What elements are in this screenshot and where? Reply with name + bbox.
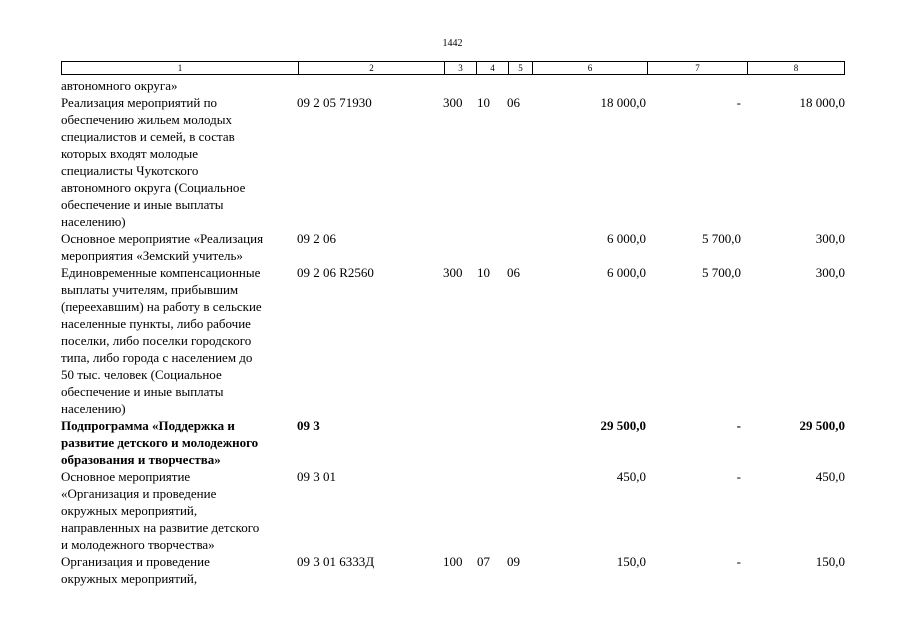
row-col-6: 6 000,0 <box>607 231 646 246</box>
row-name-line: Основное мероприятие «Реализация <box>61 231 264 246</box>
row-name-line: обеспечению жильем молодых <box>61 112 233 127</box>
header-col-1: 1 <box>177 63 183 73</box>
row-name-line: типа, либо города с населением до <box>61 350 253 365</box>
row-name-line: специалисты Чукотского <box>61 163 199 178</box>
row-name-line: автономного округа (Социальное <box>61 180 246 195</box>
row-col-8: 150,0 <box>815 554 845 569</box>
table-row <box>61 264 845 417</box>
row-name-line: автономного округа» <box>61 78 178 93</box>
row-col-7: - <box>736 554 741 569</box>
header-col-5: 5 <box>508 62 532 74</box>
row-col-8: 300,0 <box>815 265 845 280</box>
row-col-6: 18 000,0 <box>600 95 646 110</box>
row-col-7: 5 700,0 <box>702 231 741 246</box>
row-code: 09 2 06 <box>297 231 336 246</box>
row-name-line: населению) <box>61 401 126 416</box>
row-name-line: населенные пункты, либо рабочие <box>61 316 251 331</box>
row-name-line: (переехавшим) на работу в сельские <box>61 299 262 314</box>
row-name-line: Подпрограмма «Поддержка и <box>61 418 235 433</box>
header-col-2: 2 <box>298 62 444 74</box>
row-col-7: - <box>736 95 741 110</box>
row-name <box>61 230 297 264</box>
row-name-line: «Организация и проведение <box>61 486 217 501</box>
row-col-5: 06 <box>507 95 520 110</box>
row-name-line: обеспечение и иные выплаты <box>61 197 224 212</box>
row-name <box>61 94 297 230</box>
row-col-7: - <box>736 418 741 433</box>
row-col-6: 6 000,0 <box>607 265 646 280</box>
row-name-line: образования и творчества» <box>61 452 221 467</box>
row-code: 09 3 01 6333Д <box>297 554 375 569</box>
row-name-line: Единовременные компенсационные <box>61 265 261 280</box>
row-name-line: Основное мероприятие <box>61 469 191 484</box>
row-name-line: поселки, либо поселки городского <box>61 333 252 348</box>
row-col-5: 09 <box>507 554 520 569</box>
header-col-6: 6 <box>532 62 647 74</box>
row-col-6: 450,0 <box>616 469 646 484</box>
row-name <box>61 417 297 468</box>
row-col-4: 10 <box>477 265 490 280</box>
header-col-8: 8 <box>747 62 844 74</box>
row-name <box>61 77 297 94</box>
row-col-6: 150,0 <box>616 554 646 569</box>
row-name-line: Организация и проведение <box>61 554 210 569</box>
row-col-8: 29 500,0 <box>799 418 845 433</box>
row-col-7: 5 700,0 <box>702 265 741 280</box>
table-row <box>61 417 845 468</box>
row-name-line: окружных мероприятий, <box>61 503 198 518</box>
row-code: 09 2 06 R2560 <box>297 265 374 280</box>
row-col-8: 450,0 <box>815 469 845 484</box>
row-col-3: 300 <box>443 95 463 110</box>
header-col-4: 4 <box>476 62 508 74</box>
row-name-line: обеспечение и иные выплаты <box>61 384 224 399</box>
table-row <box>61 468 845 553</box>
row-name-line: выплаты учителям, прибывшим <box>61 282 239 297</box>
row-col-3: 100 <box>443 554 463 569</box>
row-name-line: которых входят молодые <box>61 146 199 161</box>
row-name <box>61 264 297 417</box>
row-col-4: 07 <box>477 554 490 569</box>
row-name-line: специалистов и семей, в состав <box>61 129 235 144</box>
row-code: 09 3 01 <box>297 469 336 484</box>
table-row <box>61 230 845 264</box>
row-code: 09 3 <box>297 418 320 433</box>
row-col-4: 10 <box>477 95 490 110</box>
row-code: 09 2 05 71930 <box>297 95 372 110</box>
row-name-line: и молодежного творчества» <box>61 537 215 552</box>
table-body <box>61 77 845 587</box>
row-name-line: направленных на развитие детского <box>61 520 260 535</box>
header-col-7: 7 <box>647 62 747 74</box>
row-name-line: 50 тыс. человек (Социальное <box>61 367 222 382</box>
row-name-line: мероприятия «Земский учитель» <box>61 248 243 263</box>
row-name <box>61 468 297 553</box>
row-name-line: населению) <box>61 214 126 229</box>
header-col-3: 3 <box>444 62 476 74</box>
row-col-7: - <box>736 469 741 484</box>
table-row <box>61 553 845 587</box>
row-col-5: 06 <box>507 265 520 280</box>
row-col-8: 300,0 <box>815 231 845 246</box>
row-col-6: 29 500,0 <box>600 418 646 433</box>
row-name <box>61 553 297 587</box>
row-name-line: Реализация мероприятий по <box>61 95 218 110</box>
row-name-line: развитие детского и молодежного <box>61 435 259 450</box>
table-row <box>61 94 845 230</box>
table-header <box>61 61 845 75</box>
row-name-line: окружных мероприятий, <box>61 571 198 586</box>
row-col-3: 300 <box>443 265 463 280</box>
page-number: 1442 <box>442 38 463 49</box>
table-row <box>61 77 845 94</box>
row-col-8: 18 000,0 <box>799 95 845 110</box>
